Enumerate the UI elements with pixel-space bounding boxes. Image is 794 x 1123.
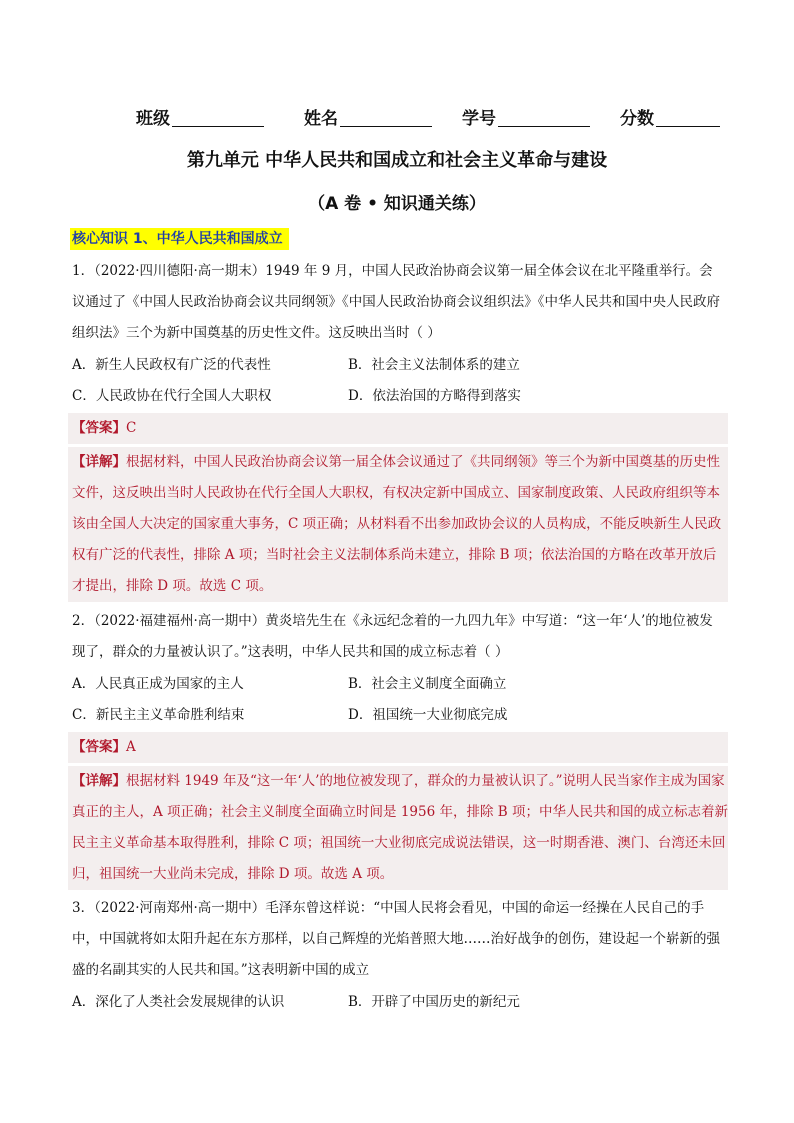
question-1-explanation (68, 447, 728, 602)
question-1-option-c[interactable]: C．人民政协在代行全国人大职权 (72, 388, 272, 404)
detail-text: 根据材料 1949 年及“这一年‘人’的地位被发现了，群众的力量被认识了。”说明人民当家作主成为国家真正的主人，A 项正确；社会主义制度全面确立时间是 1956 年，排除 B 项；中华人民共和国的成立标志着新民主主义革命基本取得胜利，排除 C 项；祖国统一大业彻底完成说法错误，这一时期香港、澳门、台湾还未回归，祖国统一大业尚未完成，排除 D 项。故选 A 项。 (72, 773, 728, 882)
detail-tag: 【详解】 (72, 773, 126, 789)
student-id-label: 学号 (462, 109, 496, 129)
class-field[interactable] (136, 104, 264, 129)
question-3-stem: 3．（2022·河南郑州·高一期中）毛泽东曾这样说：“中国人民将会看见，中国的命运一经操在人民自己的手中，中国就将如太阳升起在东方那样，以自己辉煌的光焰普照大地……治好战争的创伤，建设起一个崭新的强盛的名副其实的人民共和国。”这表明新中国的成立 (72, 900, 720, 978)
question-1-stem: 1．（2022·四川德阳·高一期末）1949 年 9 月，中国人民政治协商会议第一届全体会议在北平隆重举行。会议通过了《中国人民政治协商会议共同纲领》《中国人民政治协商会议组织法》《中华人民共和国中央人民政府组织法》三个为新中国奠基的历史性文件。这反映出当时（ ） (72, 263, 720, 341)
class-blank[interactable] (172, 108, 264, 127)
detail-tag: 【详解】 (72, 454, 126, 470)
question-3-option-a[interactable]: A．深化了人类社会发展规律的认识 (72, 994, 285, 1010)
question-2-stem: 2．（2022·福建福州·高一期中）黄炎培先生在《永远纪念着的一九四九年》中写道：“这一年‘人’的地位被发现了，群众的力量被认识了。”这表明，中华人民共和国的成立标志着（ ） (72, 613, 713, 660)
unit-subtitle: （A 卷 • 知识通关练） (308, 194, 486, 214)
score-blank[interactable] (656, 108, 720, 127)
name-blank[interactable] (340, 108, 432, 127)
student-id-field[interactable] (462, 104, 590, 129)
unit-title: 第九单元 中华人民共和国成立和社会主义革命与建设 (186, 150, 608, 171)
answer-value: A (126, 739, 136, 755)
question-2-answer (68, 732, 728, 763)
question-2-option-a[interactable]: A．人民真正成为国家的主人 (72, 676, 244, 692)
score-field[interactable] (620, 104, 720, 129)
name-label: 姓名 (304, 109, 338, 129)
name-field[interactable] (304, 104, 432, 129)
answer-tag: 【答案】 (72, 739, 126, 755)
question-2-explanation (68, 766, 728, 890)
answer-tag: 【答案】 (72, 420, 126, 436)
question-1-option-a[interactable]: A．新生人民政权有广泛的代表性 (72, 357, 271, 373)
question-2-option-c[interactable]: C．新民主主义革命胜利结束 (72, 707, 245, 723)
question-1-answer (68, 413, 728, 444)
question-1-option-d[interactable]: D．依法治国的方略得到落实 (348, 388, 521, 404)
question-2-option-d[interactable]: D．祖国统一大业彻底完成 (348, 707, 508, 723)
detail-text: 根据材料，中国人民政治协商会议第一届全体会议通过了《共同纲领》等三个为新中国奠基的历史性文件，这反映出当时人民政协在代行全国人大职权，有权决定新中国成立、国家制度政策、人民政府组织等本该由全国人大决定的国家重大事务，C 项正确；从材料看不出参加政协会议的人员构成，不能反映新生人民政权有广泛的代表性，排除 A 项；当时社会主义法制体系尚未建立，排除 B 项；依法治国的方略在改革开放后才提出，排除 D 项。故选 C 项。 (72, 454, 722, 594)
score-label: 分数 (620, 109, 654, 129)
answer-value: C (126, 420, 137, 436)
question-1-option-b[interactable]: B．社会主义法制体系的建立 (348, 357, 520, 373)
student-id-blank[interactable] (498, 108, 590, 127)
student-info-line (136, 104, 736, 132)
section-heading: 核心知识 1、中华人民共和国成立 (70, 228, 289, 250)
class-label: 班级 (136, 109, 170, 129)
question-2-option-b[interactable]: B．社会主义制度全面确立 (348, 676, 507, 692)
question-3-option-b[interactable]: B．开辟了中国历史的新纪元 (348, 994, 520, 1010)
